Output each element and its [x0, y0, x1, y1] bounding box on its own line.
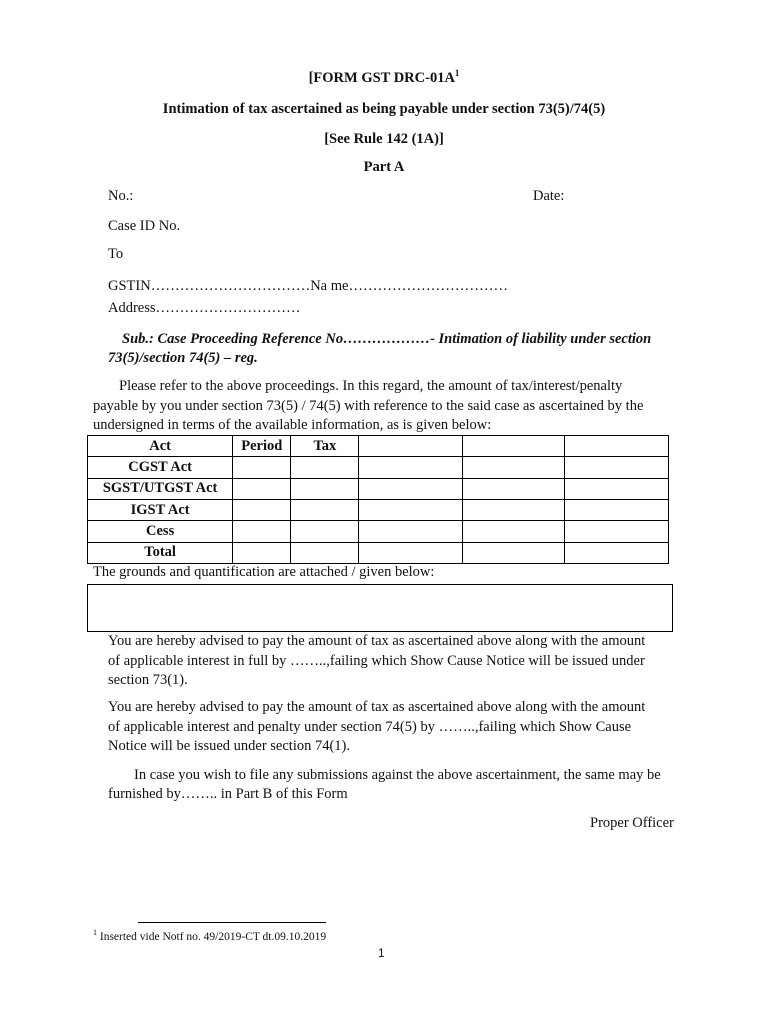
- table-cell: [233, 499, 291, 520]
- form-title: [0, 70, 768, 87]
- table-cell: [462, 499, 564, 520]
- header-col-5: [462, 436, 564, 457]
- header-period: Period: [233, 436, 291, 457]
- table-cell: [291, 521, 359, 542]
- footnote: [93, 928, 327, 943]
- table-row: [88, 521, 669, 542]
- table-header-row: [88, 436, 669, 457]
- para1-line-1: You are hereby advised to pay the amount of tax as ascertained above along with the amount: [108, 633, 646, 649]
- para1-line-3: section 73(1).: [108, 672, 188, 688]
- header-act: Act: [88, 436, 233, 457]
- grounds-box: [87, 584, 673, 632]
- case-id-field: Case ID No.: [108, 218, 181, 234]
- row-act-label: CGST Act: [88, 457, 233, 478]
- form-title-text: [FORM GST DRC-01A: [308, 70, 455, 86]
- table-row: [88, 499, 669, 520]
- table-cell: [291, 478, 359, 499]
- table-cell: [564, 457, 668, 478]
- table-cell: [233, 478, 291, 499]
- para2-line-2: of applicable interest and penalty under section 74(5) by ……..,failing which Show Cause: [108, 719, 632, 735]
- part-label: Part A: [363, 159, 405, 175]
- table-cell: [291, 499, 359, 520]
- table-cell: [359, 457, 462, 478]
- para2-line-1: You are hereby advised to pay the amount of tax as ascertained above along with the amount: [108, 699, 646, 715]
- footnote-ref: 1: [454, 68, 460, 79]
- para3-line-2: furnished by…….. in Part B of this Form: [108, 786, 348, 802]
- intro-line-2: payable by you under section 73(5) / 74(5) with reference to the said case as ascertained by the: [93, 398, 644, 414]
- subject-line-2: 73(5)/section 74(5) – reg.: [108, 350, 258, 366]
- table-cell: [462, 478, 564, 499]
- grounds-text: The grounds and quantification are attached / given below:: [93, 564, 435, 580]
- to-label: To: [108, 246, 124, 262]
- para2-line-3: Notice will be issued under section 74(1).: [108, 738, 351, 754]
- page-number: 1: [378, 946, 385, 960]
- table-cell: [359, 521, 462, 542]
- row-act-label: IGST Act: [88, 499, 233, 520]
- table-cell: [359, 542, 462, 563]
- table-cell: [564, 499, 668, 520]
- footnote-text: Inserted vide Notf no. 49/2019-CT dt.09.10.2019: [99, 931, 327, 943]
- table-cell: [359, 499, 462, 520]
- table-row: [88, 478, 669, 499]
- table-cell: [233, 521, 291, 542]
- subject-line-1: Sub.: Case Proceeding Reference No………………- Intimation of liability under section: [122, 331, 652, 347]
- address-field: Address…………………………: [108, 300, 301, 316]
- footnote-mark: 1: [93, 928, 97, 938]
- table-cell: [462, 457, 564, 478]
- para1-line-2: of applicable interest in full by ……..,failing which Show Cause Notice will be issued under: [108, 653, 645, 669]
- header-tax: Tax: [291, 436, 359, 457]
- table-cell: [564, 521, 668, 542]
- table-row: [88, 457, 669, 478]
- table-cell: [564, 478, 668, 499]
- table-cell: [291, 457, 359, 478]
- row-act-label: Total: [88, 542, 233, 563]
- table-row: [88, 542, 669, 563]
- rule-reference: [See Rule 142 (1A)]: [324, 131, 444, 147]
- gstin-name-field: GSTIN……………………………Na me……………………………: [108, 278, 508, 294]
- table-cell: [462, 521, 564, 542]
- table-cell: [233, 457, 291, 478]
- no-field: No.:: [108, 188, 134, 204]
- table-cell: [291, 542, 359, 563]
- tax-table: [87, 435, 669, 564]
- header-col-4: [359, 436, 462, 457]
- row-act-label: SGST/UTGST Act: [88, 478, 233, 499]
- header-col-6: [564, 436, 668, 457]
- table-cell: [359, 478, 462, 499]
- form-subtitle: Intimation of tax ascertained as being payable under section 73(5)/74(5): [162, 101, 606, 117]
- table-cell: [564, 542, 668, 563]
- table-cell: [462, 542, 564, 563]
- date-field: Date:: [533, 188, 565, 204]
- table-cell: [233, 542, 291, 563]
- para3-line-1: In case you wish to file any submissions against the above ascertainment, the same may be: [134, 767, 661, 783]
- footnote-divider: [138, 922, 326, 923]
- signature-label: Proper Officer: [590, 815, 674, 831]
- intro-line-1: Please refer to the above proceedings. In this regard, the amount of tax/interest/penalty: [119, 378, 623, 394]
- intro-line-3: undersigned in terms of the available information, as is given below:: [93, 417, 492, 433]
- row-act-label: Cess: [88, 521, 233, 542]
